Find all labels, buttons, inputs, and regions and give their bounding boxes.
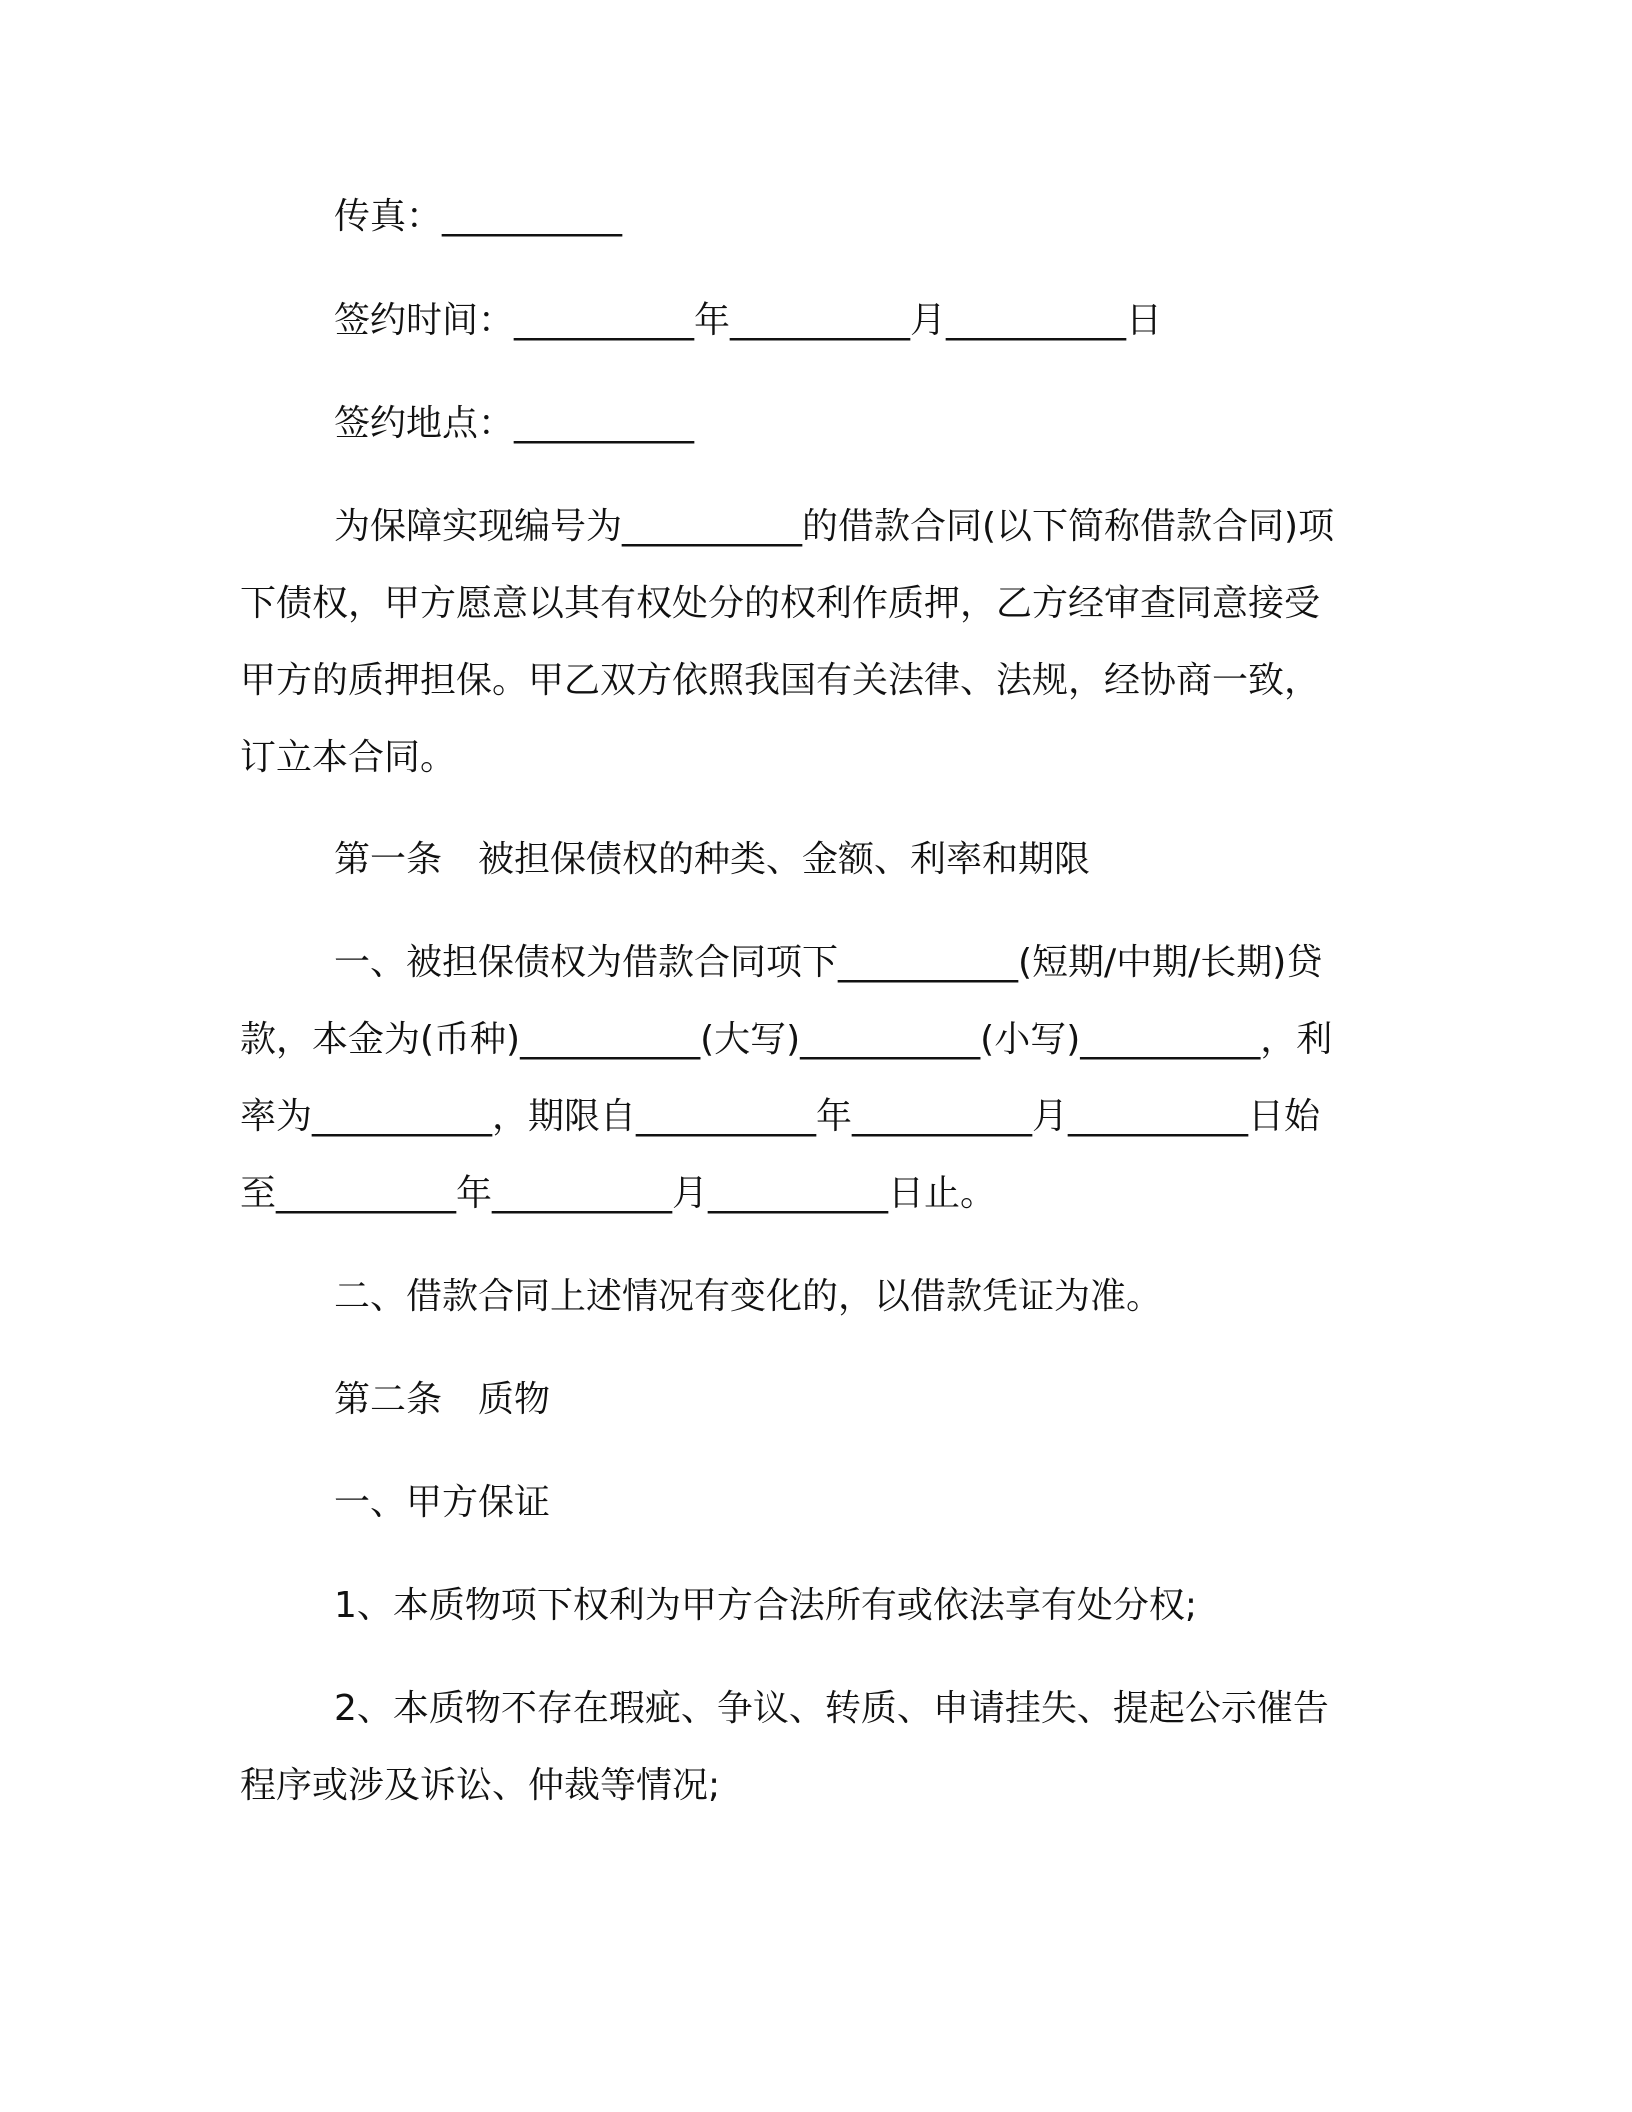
article-1-clause-1-line-1: 一、被担保债权为借款合同项下__________(短期/中期/长期)贷 <box>334 942 1323 983</box>
preamble-line-1: 为保障实现编号为__________的借款合同(以下简称借款合同)项 <box>334 506 1335 547</box>
signing-place-line: 签约地点：__________ <box>334 403 695 444</box>
article-1-clause-2: 二、借款合同上述情况有变化的，以借款凭证为准。 <box>334 1276 1163 1317</box>
article-2-item-2-line-1: 2、本质物不存在瑕疵、争议、转质、申请挂失、提起公示催告 <box>334 1688 1329 1729</box>
preamble-line-2: 下债权，甲方愿意以其有权处分的权利作质押，乙方经审查同意接受 <box>240 583 1321 624</box>
article-2-section-1-heading: 一、甲方保证 <box>334 1482 551 1523</box>
article-1-clause-1-line-2: 款，本金为(币种)__________(大写)__________(小写)__________，利 <box>240 1019 1333 1060</box>
article-1-clause-1-line-3: 率为__________，期限自__________年__________月__________日始 <box>240 1096 1321 1137</box>
article-1-heading: 第一条 被担保债权的种类、金额、利率和期限 <box>334 839 1091 880</box>
article-2-item-2-line-2: 程序或涉及诉讼、仲裁等情况; <box>240 1765 721 1806</box>
signing-date-line: 签约时间：__________年__________月__________日 <box>334 300 1163 341</box>
article-2-item-1: 1、本质物项下权利为甲方合法所有或依法享有处分权; <box>334 1585 1198 1626</box>
preamble-line-3: 甲方的质押担保。甲乙双方依照我国有关法律、法规，经协商一致， <box>240 660 1321 701</box>
fax-line: 传真：__________ <box>334 196 623 237</box>
article-1-clause-1-line-4: 至__________年__________月__________日止。 <box>240 1173 997 1214</box>
article-2-heading: 第二条 质物 <box>334 1379 551 1420</box>
preamble-line-4: 订立本合同。 <box>240 737 457 778</box>
